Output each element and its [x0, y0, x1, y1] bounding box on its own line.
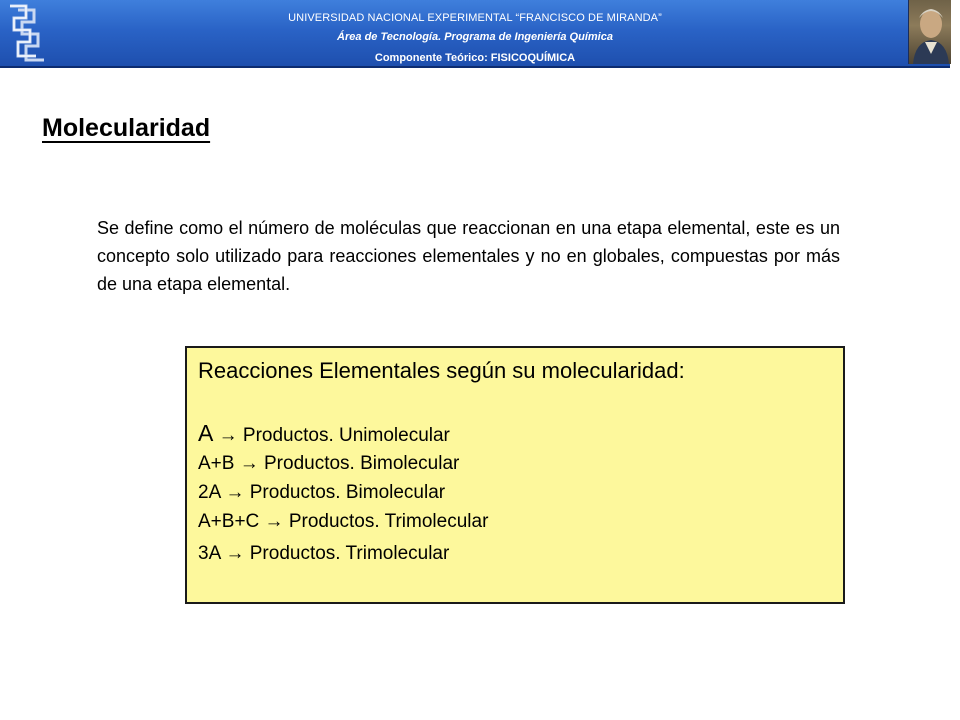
- program-name: Área de Tecnología. Programa de Ingeniería Química: [337, 31, 613, 43]
- reaction-bimolecular-ab: A+B → Productos. Bimolecular: [198, 453, 460, 474]
- reaction-rest: → Productos. Unimolecular: [213, 425, 450, 446]
- elementary-reactions-box: [185, 346, 845, 604]
- reaction-reactant: A: [198, 420, 214, 446]
- header-banner: [0, 0, 950, 68]
- reaction-trimolecular-3a: 3A → Productos. Trimolecular: [198, 543, 450, 564]
- definition-paragraph: Se define como el número de moléculas que reaccionan en una etapa elemental, este es un concepto solo utilizado para reacciones elementales y no en globales, compuestas por más de una etapa elemental.: [97, 218, 840, 294]
- reaction-trimolecular-abc: A+B+C → Productos. Trimolecular: [198, 511, 489, 532]
- portrait-icon: [908, 0, 951, 64]
- course-component: Componente Teórico: FISICOQUÍMICA: [374, 52, 576, 64]
- reaction-bimolecular-2a: 2A → Productos. Bimolecular: [198, 482, 446, 503]
- page-title: Molecularidad: [42, 114, 211, 142]
- university-name: UNIVERSIDAD NACIONAL EXPERIMENTAL “FRANCISCO DE MIRANDA”: [288, 12, 662, 24]
- box-heading: Reacciones Elementales según su molecularidad:: [198, 358, 685, 383]
- reaction-unimolecular: [198, 420, 450, 447]
